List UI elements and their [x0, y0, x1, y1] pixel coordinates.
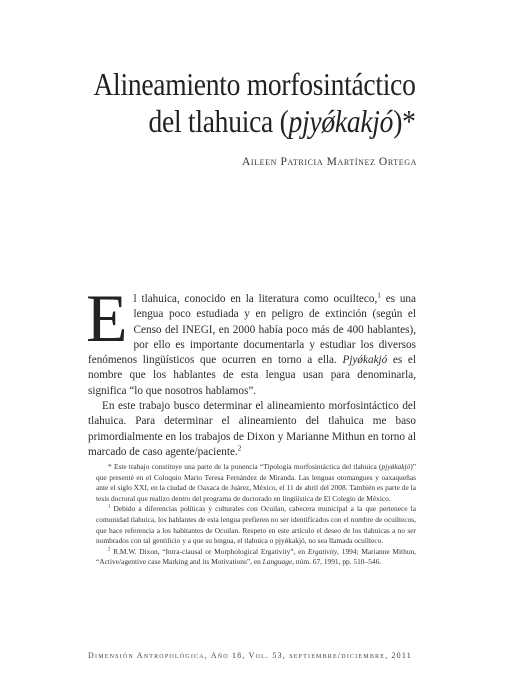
page-footer: Dimensión Antropológica, Año 18, Vol. 53, septiembre/diciembre, 2011: [88, 651, 412, 660]
p2-text: En este trabajo busco determinar el alineamiento morfosintáctico del tlahuica. Para determinar el alineamiento del tlahuica me baso primordialmente en los trabajos de Dixon y Marianne Mithun en torno al marcado de caso agente/paciente.: [88, 400, 416, 458]
footnote-2: [96, 547, 416, 568]
footnote-star: [96, 462, 416, 504]
footnote-2-number: 2: [108, 547, 111, 553]
p1-text-a: l tlahuica, conocido en la literatura como ocuilteco,: [133, 293, 378, 305]
footnote-2-italic-2: Language: [262, 557, 293, 567]
title-line-1: Alineamiento morfosintáctico: [93, 66, 416, 102]
footnote-ref-1: 1: [377, 291, 381, 300]
footnote-1-text: Debido a diferencias políticas y culturales con Ocuilan, cabecera municipal a la que pertenece la comunidad tlahuica, los hablantes de esta lengua prefieren no ser identificados con el nombre de ocuiltecos, que hace referencia a los habitantes de Ocuilan. Respeto en este artículo el deseo de los tlahuicas a no ser nombrados con tal gentilicio y a que su lengua, el tlahuica o pjyǿkakjó, no sea llamada ocuilteco.: [96, 504, 416, 546]
p1-text-c: es el nombre que los hablantes de esta lengua usan para denominarla, significa “lo que nosotros hablamos”.: [88, 354, 416, 397]
title-line-2-prefix: del tlahuica (: [148, 103, 289, 139]
footnote-ref-2: 2: [237, 444, 242, 453]
drop-cap: E: [86, 280, 128, 356]
title-line-2-italic: pjyǿkakjó: [288, 103, 394, 139]
paragraph-1: [86, 280, 416, 399]
footnote-2-italic-1: Ergativity: [307, 546, 338, 556]
footnote-star-text-b: )” que presenté en el Coloquio Mario Teresa Fernández de Miranda. Las lenguas otomangues y oaxaqueñas ante el siglo XXI, en la ciudad de Oaxaca de Juárez, México, el 11 de abril del 2008. También es parte de la tesis doctoral que realizo dentro del programa de doctorado en lingüística de El Colegio de México.: [96, 462, 416, 503]
body-text: [86, 280, 416, 460]
author-name: Aileen Patricia Martínez Ortega: [241, 156, 417, 168]
title-line-2-suffix: )*: [393, 103, 416, 139]
footnote-star-text-a: * Este trabajo constituye una parte de la ponencia “Tipología morfosintáctica del tlahuica (: [108, 462, 382, 471]
paragraph-2: [88, 399, 416, 460]
footnote-1: [96, 504, 416, 546]
footnote-star-italic: pjyǿkakjó: [381, 462, 411, 471]
footnote-2-text-c: , núm. 67, 1991, pp. 510–546.: [292, 557, 382, 567]
footnote-2-text-b: , 1994; Marianne Mithun, “Active/agentive case Marking and its Motivations”, en: [96, 546, 417, 567]
footnote-2-text-a: R.M.W. Dixon, “Intra-clausal or Morphological Ergativity”, en: [110, 546, 308, 556]
footnotes: [96, 462, 416, 568]
footnote-1-number: 1: [108, 504, 111, 510]
p1-text-b: es una lengua poco estudiada y en peligro de extinción (según el Censo del INEGI, en 2000 había poco más de 400 hablantes), por ello es importante documentarla y estudiar los diversos fenómenos lingüísticos que ocurren en torno a ella.: [88, 293, 416, 367]
article-title: [94, 66, 416, 140]
p1-italic-term: Pjyǿkakjó: [342, 354, 388, 367]
